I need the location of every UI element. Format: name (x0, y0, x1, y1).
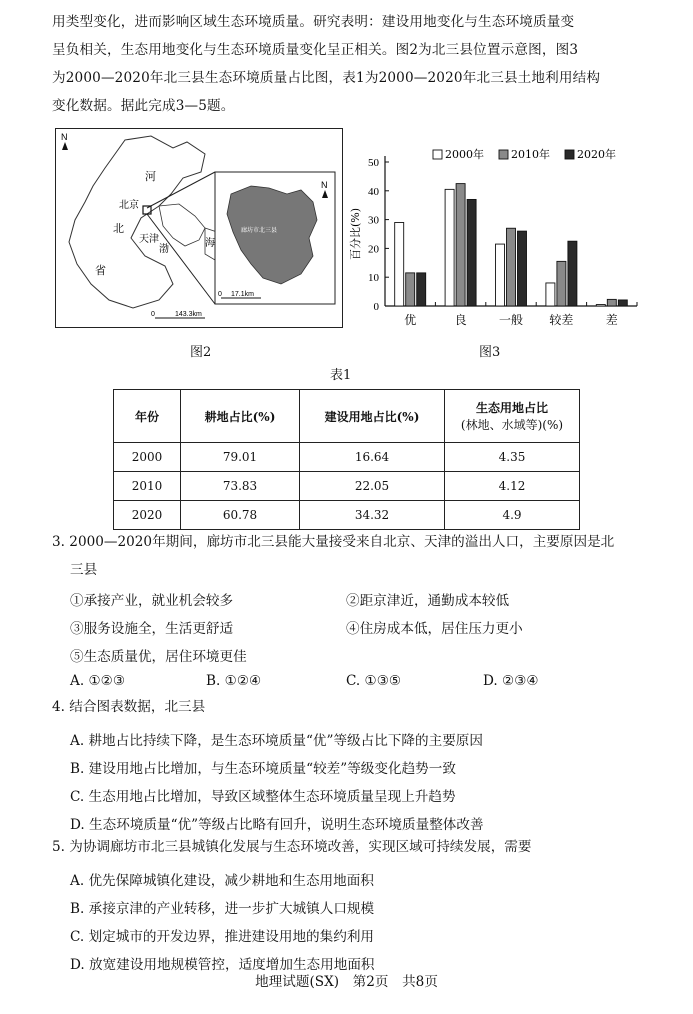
y-tick-label: 40 (368, 185, 379, 198)
x-tick-label: 较差 (549, 313, 574, 327)
eco-quality-bar-chart (345, 146, 645, 341)
q3-option-c[interactable]: C. ①③⑤ (346, 673, 402, 689)
bar-良-2000年 (445, 189, 454, 306)
north-arrow-left: N (61, 132, 68, 142)
y-tick-label: 50 (368, 157, 379, 169)
map-label-beijing: 北京 (119, 200, 139, 211)
cell: 2000 (114, 443, 181, 472)
bar-良-2010年 (456, 184, 465, 306)
q4-stem: 4. 结合图表数据，北三县 (52, 699, 206, 715)
intro-line-1: 用类型变化，进而影响区域生态环境质量。研究表明：建设用地变化与生态环境质量变 (52, 14, 575, 30)
table1-caption: 表1 (330, 368, 352, 383)
table-row (114, 472, 580, 501)
y-axis-label: 百分比(%) (349, 207, 362, 261)
bar-优-2000年 (395, 222, 404, 306)
intro-paragraph (52, 8, 664, 120)
cell: 60.78 (181, 501, 300, 530)
bar-一般-2000年 (496, 244, 505, 306)
location-map (55, 128, 343, 328)
cell: 2010 (114, 472, 181, 501)
page-footer: 地理试题(SX) 第2页 共8页 (255, 974, 438, 990)
legend-label-2010年: 2010年 (511, 148, 550, 161)
scale-right-label: 17.1km (231, 291, 254, 298)
q3-statement-4: ④住房成本低，居住压力更小 (346, 621, 523, 637)
cell: 22.05 (300, 472, 445, 501)
map-label-sheng: 省 (95, 264, 106, 277)
bar-较差-2020年 (568, 241, 577, 306)
q4-option-b[interactable]: B. 建设用地占比增加，与生态环境质量“较差”等级变化趋势一致 (70, 761, 456, 777)
legend-swatch-2000年 (433, 150, 442, 159)
col-ecological-sub: (林地、水域等)(%) (460, 418, 564, 432)
table-row (114, 501, 580, 530)
cell: 79.01 (181, 443, 300, 472)
q4-option-c[interactable]: C. 生态用地占比增加，导致区域整体生态环境质量呈现上升趋势 (70, 789, 456, 805)
bar-差-2020年 (618, 300, 627, 306)
q4-option-d[interactable]: D. 生态环境质量“优”等级占比略有回升，说明生态环境质量整体改善 (70, 817, 484, 833)
q3-option-b[interactable]: B. ①②④ (206, 673, 262, 689)
bar-差-2010年 (607, 299, 616, 306)
col-ecological (445, 390, 580, 443)
q3-statement-2: ②距京津近，通勤成本较低 (346, 593, 510, 609)
col-year: 年份 (114, 390, 181, 443)
north-arrow-right: N (321, 180, 328, 190)
inset-area-label: 廊坊市北三县 (241, 227, 278, 234)
bar-一般-2020年 (518, 231, 527, 306)
bar-较差-2010年 (557, 261, 566, 306)
y-tick-label: 10 (368, 272, 379, 285)
bar-较差-2000年 (546, 283, 555, 306)
col-farmland: 耕地占比(%) (181, 390, 300, 443)
map-label-bei: 北 (113, 222, 124, 235)
cell: 4.35 (445, 443, 580, 472)
intro-line-3: 为2000—2020年北三县生态环境质量占比图，表1为2000—2020年北三县土地利用结构 (52, 70, 601, 86)
cell: 4.9 (445, 501, 580, 530)
scale-right-zero: 0 (218, 291, 222, 298)
bar-优-2020年 (417, 273, 426, 306)
q5-option-a[interactable]: A. 优先保障城镇化建设，减少耕地和生态用地面积 (70, 873, 374, 889)
q3-option-a[interactable]: A. ①②③ (70, 673, 126, 689)
intro-line-4: 变化数据。据此完成3—5题。 (52, 98, 235, 114)
x-tick-label: 差 (605, 313, 618, 327)
cell: 73.83 (181, 472, 300, 501)
bar-一般-2010年 (507, 228, 516, 306)
cell: 2020 (114, 501, 181, 530)
scale-left-zero: 0 (151, 311, 155, 318)
legend-swatch-2020年 (565, 150, 574, 159)
fig2-caption: 图2 (190, 345, 212, 360)
legend-swatch-2010年 (499, 150, 508, 159)
map-label-bo: 渤 (159, 244, 169, 255)
x-tick-label: 一般 (498, 313, 524, 327)
table-row (114, 443, 580, 472)
q5-option-d[interactable]: D. 放宽建设用地规模管控，适度增加生态用地面积 (70, 957, 375, 973)
q3-statement-5: ⑤生态质量优，居住环境更佳 (70, 649, 247, 665)
legend-label-2000年: 2000年 (445, 148, 484, 161)
scale-left-label: 143.3km (175, 311, 202, 318)
q3-option-d[interactable]: D. ②③④ (483, 673, 539, 689)
q5-option-c[interactable]: C. 划定城市的开发边界，推进建设用地的集约利用 (70, 929, 375, 945)
bar-良-2020年 (467, 199, 476, 306)
q5-stem: 5. 为协调廊坊市北三县城镇化发展与生态环境改善，实现区域可持续发展，需要 (52, 839, 532, 855)
x-tick-label: 优 (404, 313, 417, 327)
q3-statement-3: ③服务设施全，生活更舒适 (70, 621, 234, 637)
map-label-hai: 海 (205, 238, 215, 249)
y-tick-label: 0 (373, 301, 379, 313)
x-tick-label: 良 (454, 313, 467, 327)
y-tick-label: 20 (368, 243, 379, 256)
cell: 4.12 (445, 472, 580, 501)
cell: 16.64 (300, 443, 445, 472)
y-tick-label: 30 (368, 214, 379, 227)
land-use-table (113, 389, 580, 530)
bar-差-2000年 (596, 305, 605, 306)
col-construction: 建设用地占比(%) (300, 390, 445, 443)
intro-line-2: 呈负相关，生态用地变化与生态环境质量变化呈正相关。图2为北三县位置示意图，图3 (52, 42, 579, 58)
table-header-row (114, 390, 580, 443)
q3-stem-line2: 三县 (70, 562, 98, 578)
map-label-tianjin: 天津 (139, 234, 159, 245)
q3-statement-1: ①承接产业，就业机会较多 (70, 593, 234, 609)
cell: 34.32 (300, 501, 445, 530)
col-ecological-title: 生态用地占比 (475, 401, 548, 415)
q4-option-a[interactable]: A. 耕地占比持续下降，是生态环境质量“优”等级占比下降的主要原因 (70, 733, 483, 749)
q5-option-b[interactable]: B. 承接京津的产业转移，进一步扩大城镇人口规模 (70, 901, 375, 917)
q3-stem-line1: 3. 2000—2020年期间，廊坊市北三县能大量接受来自北京、天津的溢出人口，主要原因是北 (52, 534, 615, 550)
bar-优-2010年 (406, 273, 415, 306)
map-label-he: 河 (145, 170, 156, 183)
legend-label-2020年: 2020年 (577, 148, 616, 161)
fig3-caption: 图3 (479, 345, 501, 360)
